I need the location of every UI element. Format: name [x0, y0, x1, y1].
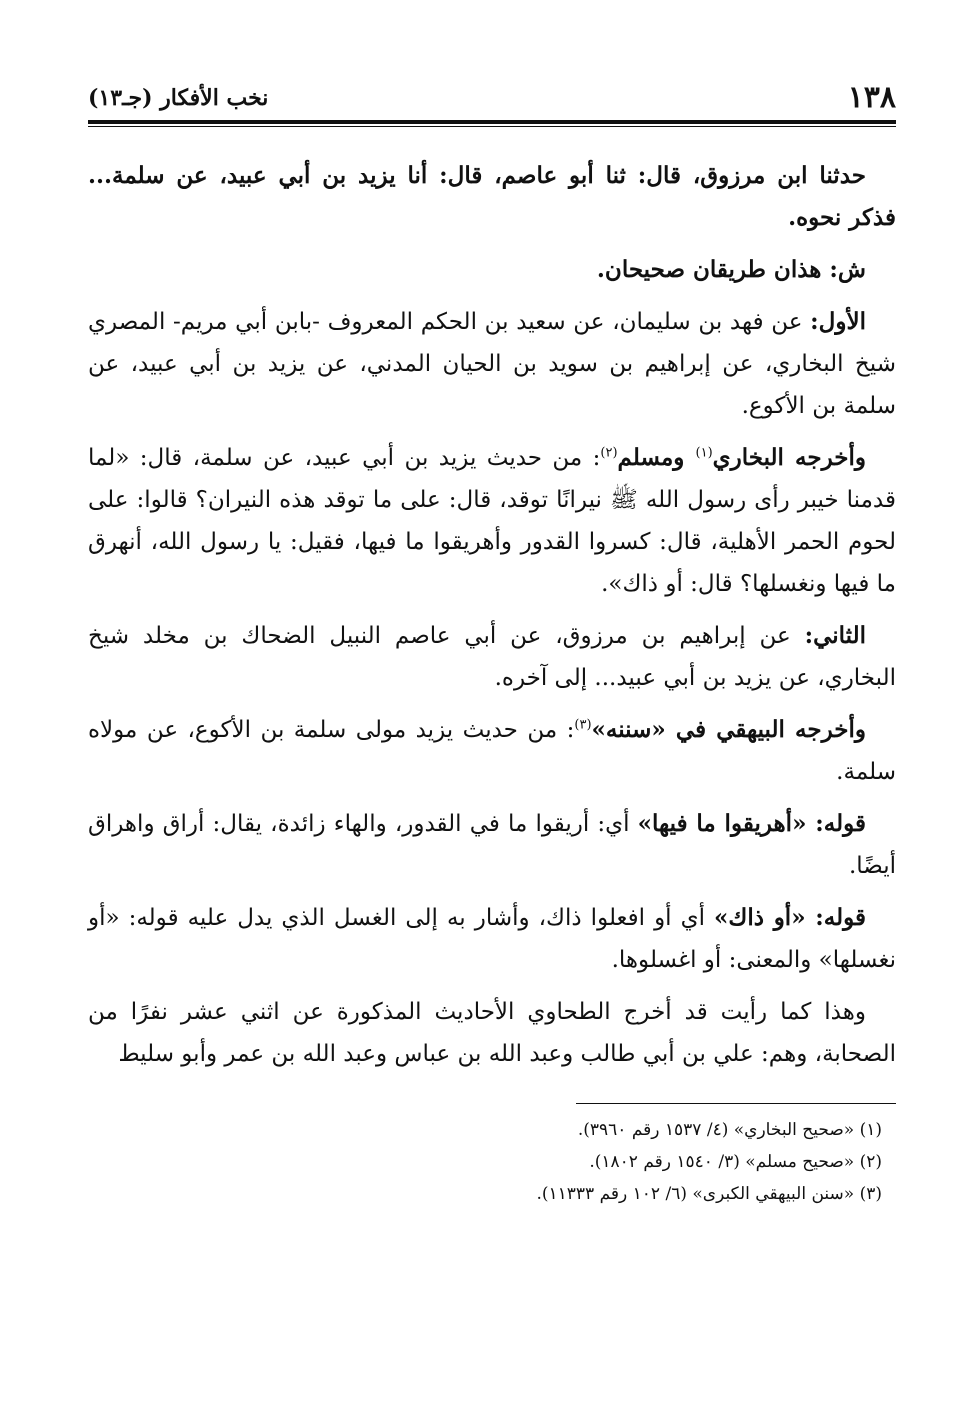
paragraph-ahriqu: [88, 803, 896, 887]
page-number: ١٣٨: [847, 80, 896, 115]
paragraph-lead: وأخرجه البخاري: [712, 444, 866, 471]
book-page: [88, 78, 896, 1210]
paragraph-aw-dhak: [88, 897, 896, 981]
paragraph-text: أي أو افعلوا ذاك، وأشار به إلى الغسل الذي يدل عليه قوله: «أو نغسلها» والمعنى: أو اغسلوها.: [88, 905, 896, 973]
paragraph-lead: قوله: «أهريقوا ما فيها»: [637, 810, 866, 837]
paragraph-lead: وأخرجه البيهقي في «سننه»: [591, 716, 866, 743]
paragraph-isnad: [88, 155, 896, 239]
paragraph-lead: الأول:: [810, 308, 866, 335]
paragraph-lead: قوله: «أو ذاك»: [714, 904, 866, 931]
footnote-2: (٢) «صحيح مسلم» (٣/ ١٥٤٠ رقم ١٨٠٢).: [589, 1152, 882, 1172]
paragraph-text: : من حديث يزيد مولى سلمة بن الأكوع، عن مولاه سلمة.: [88, 717, 896, 785]
paragraph-bukhari-muslim: [88, 437, 896, 605]
paragraph-text: عن إبراهيم بن مرزوق، عن أبي عاصم النبيل الضحاك بن مخلد شيخ البخاري، عن يزيد بن أبي عبيد... إلى آخره.: [88, 623, 896, 691]
paragraph-first-chain: [88, 301, 896, 427]
footnote-1: (١) «صحيح البخاري» (٤/ ١٥٣٧ رقم ٣٩٦٠).: [577, 1120, 882, 1140]
paragraph-text: ش: هذان طريقان صحيحان.: [596, 256, 866, 283]
running-header: [88, 78, 896, 114]
paragraph-bayhaqi: [88, 709, 896, 793]
paragraph-text: حدثنا ابن مرزوق، قال: ثنا أبو عاصم، قال: أنا يزيد بن أبي عبيد، عن سلمة... فذكر نحوه.: [88, 162, 896, 231]
paragraph-text: : من حديث يزيد بن أبي عبيد، عن سلمة، قال: «لما قدمنا خيبر رأى رسول الله ﷺ نيرانًا توقد، قال: على ما توقد هذه النيران؟ قالوا: على لحوم الحمر الأهلية، قال: كسروا القدور وأهريقوا ما فيها، فقيل: يا رسول الله، أنهرق ما فيها ونغسلها؟ قال: أو ذاك».: [88, 445, 896, 597]
paragraph-text: أي: أريقوا ما في القدور، والهاء زائدة، يقال: أراق واهراق أيضًا.: [88, 811, 896, 879]
book-title: نخب الأفكار (جـ١٣): [88, 85, 269, 111]
paragraph-lead-2: ومسلم: [617, 444, 696, 471]
paragraph-summary: [88, 991, 896, 1075]
footnote-3: (٣) «سنن البيهقي الكبرى» (٦/ ١٠٢ رقم ١١٣٣٣).: [536, 1184, 882, 1204]
paragraph-second-chain: [88, 615, 896, 699]
header-rule-thin: [88, 126, 896, 127]
paragraph-lead: الثاني:: [804, 622, 866, 649]
footnote-ref-3: (٣): [574, 717, 592, 733]
header-rule-thick: [88, 120, 896, 124]
footnotes: [88, 1114, 896, 1210]
main-text: [88, 155, 896, 1075]
paragraph-text: وهذا كما رأيت قد أخرج الطحاوي الأحاديث المذكورة عن اثني عشر نفرًا من الصحابة، وهم: علي بن أبي طالب وعبد الله بن عباس وعبد الله بن عمر وأبو سليط: [88, 999, 896, 1067]
footnote-ref-2: (٢): [600, 445, 618, 461]
footnote-ref-1: (١): [695, 445, 713, 461]
footnote-separator: [576, 1103, 896, 1104]
paragraph-commentary-intro: [88, 249, 896, 291]
paragraph-text: عن فهد بن سليمان، عن سعيد بن الحكم المعروف -بابن أبي مريم- المصري شيخ البخاري، عن إبراهيم بن سويد بن الحيان المدني، عن يزيد بن أبي عبيد، عن سلمة بن الأكوع.: [88, 309, 896, 419]
